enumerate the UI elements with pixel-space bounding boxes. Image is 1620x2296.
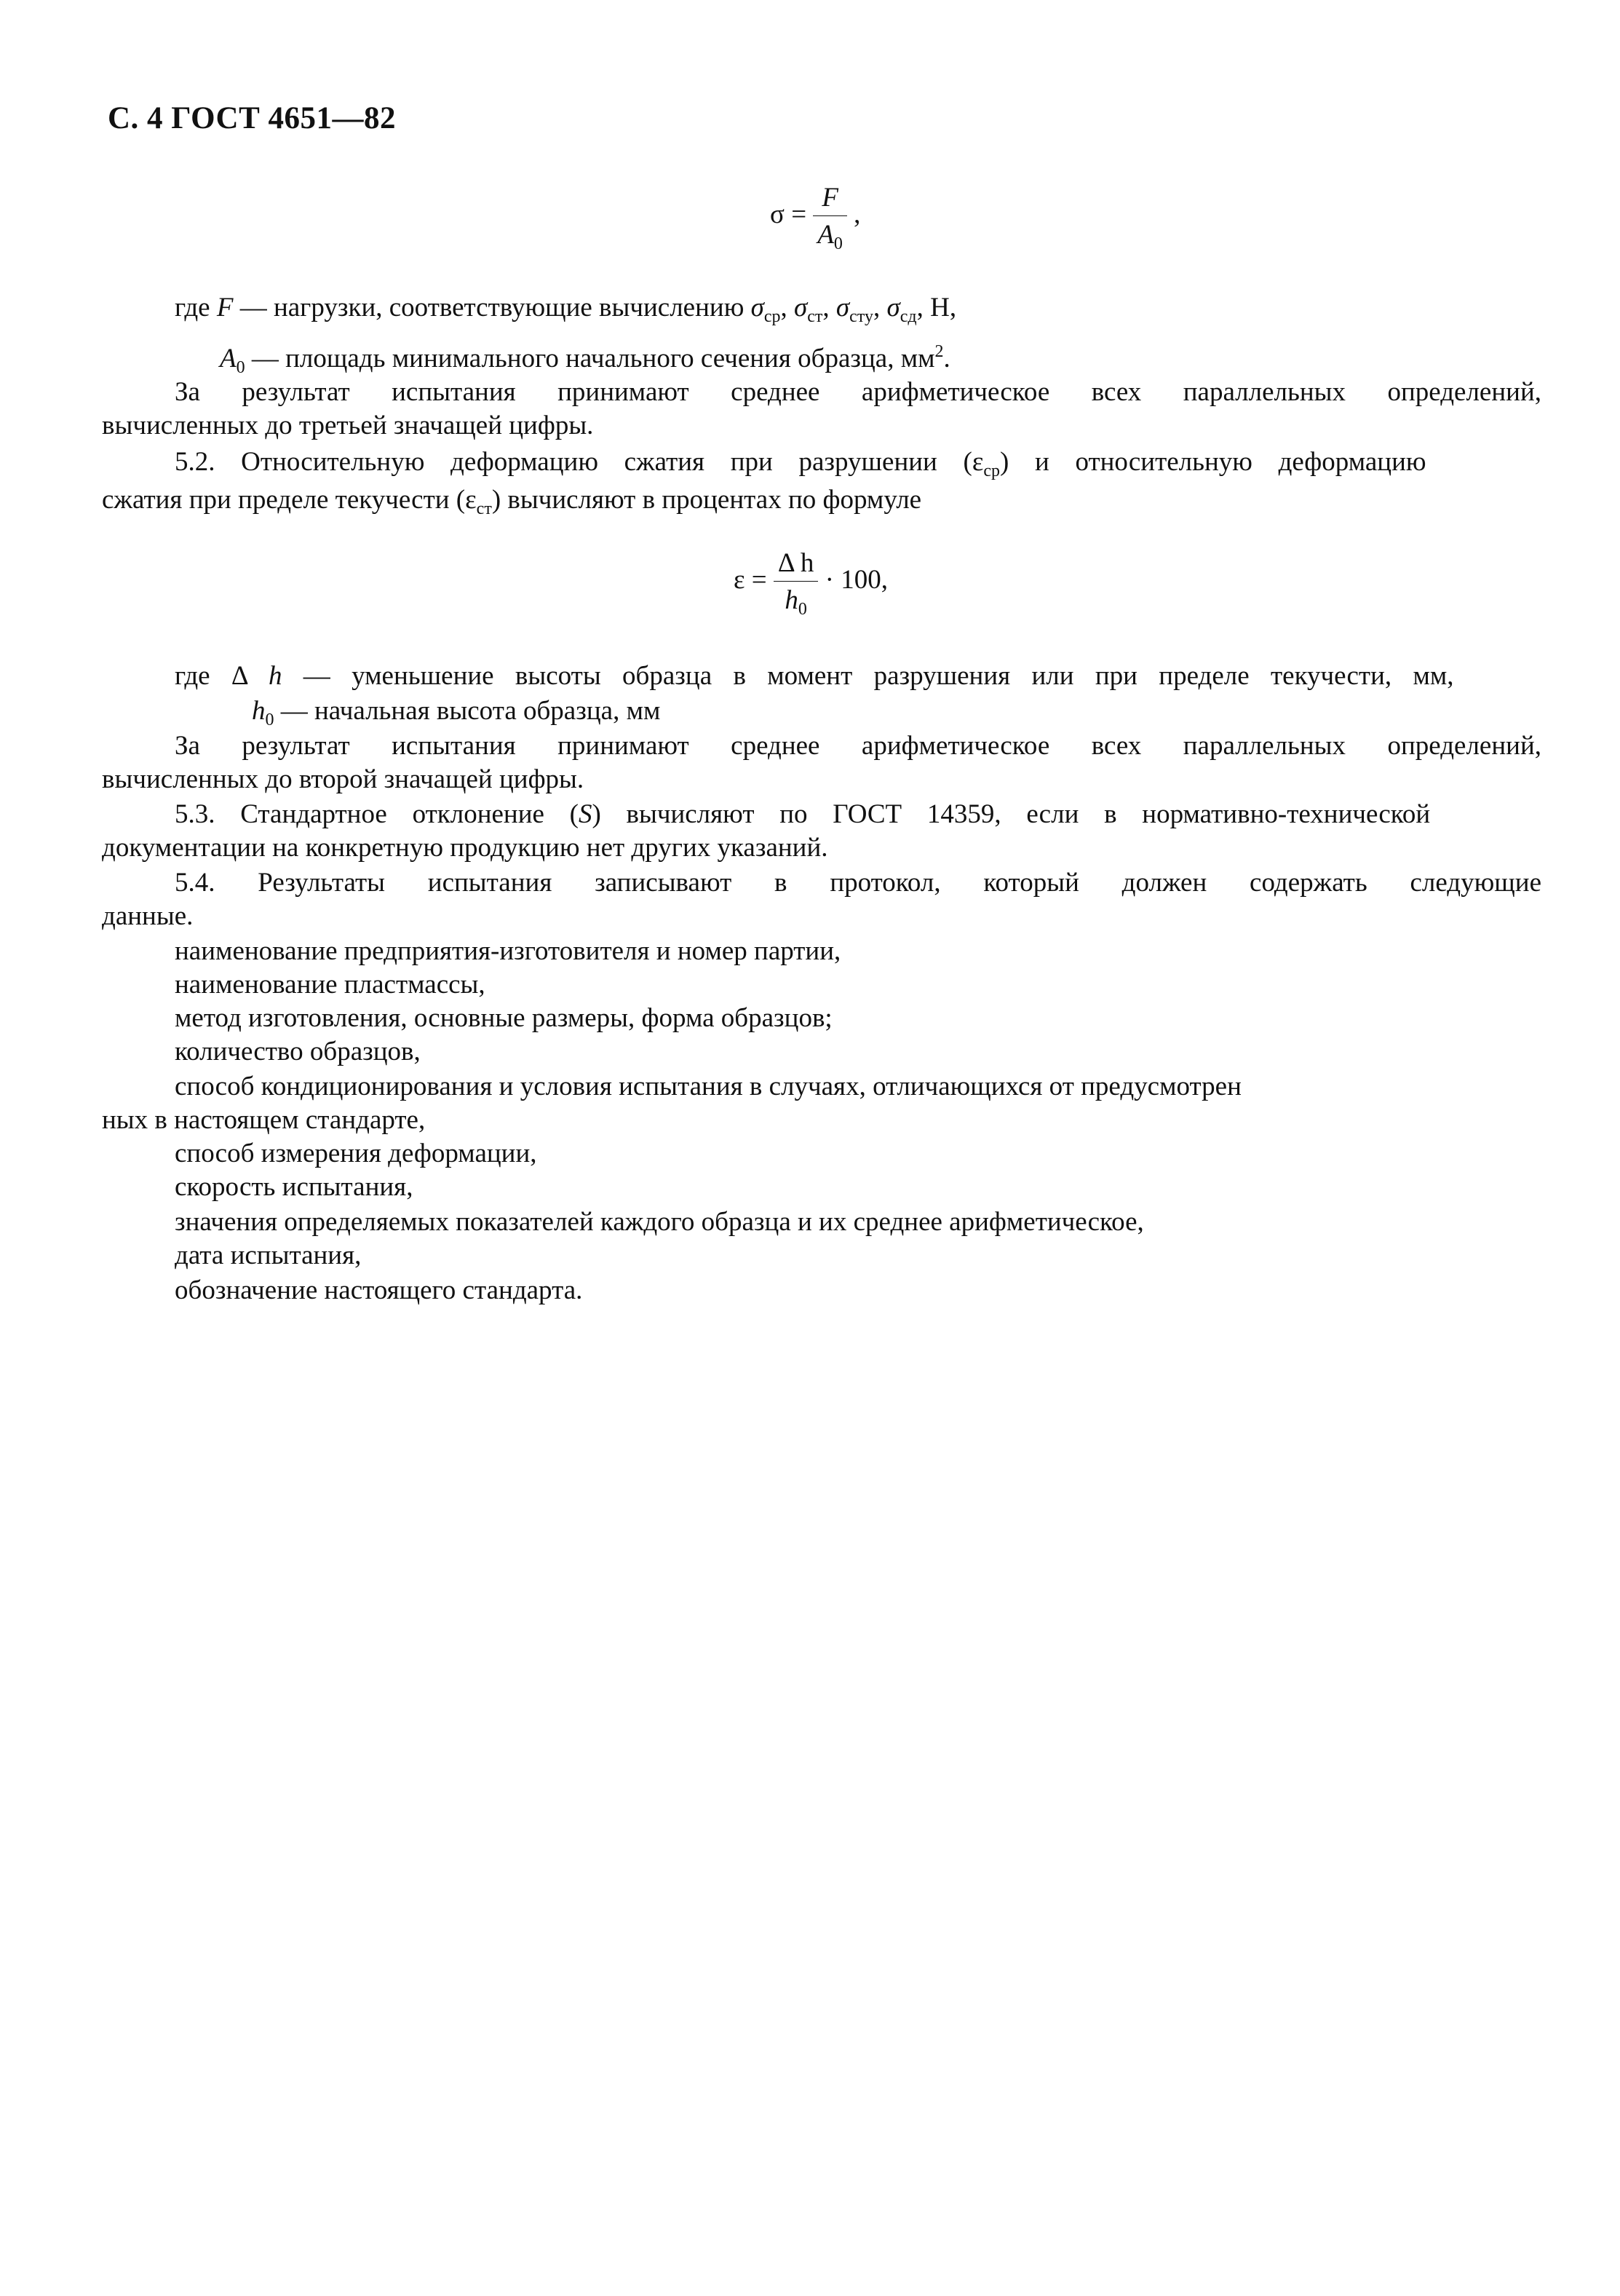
section-5-3-line-2: документации на конкретную продукцию нет других указаний.	[102, 833, 828, 863]
formula-denominator: $A_0$	[817, 220, 843, 253]
list-item: обозначение настоящего стандарта.	[175, 1275, 583, 1305]
list-item: метод изготовления, основные размеры, форма образцов;	[175, 1003, 833, 1033]
list-item: ных в настоящем стандарте,	[102, 1105, 426, 1135]
section-5-2-line-2: сжатия при пределе текучести $(\varepsilon_{ст})$ вычисляют в процентах по формуле	[102, 485, 922, 518]
formula-stress	[770, 182, 860, 251]
where-dh-line: где Δ h — уменьшение высоты образца в момент разрушения или при пределе текучести, мм,	[175, 661, 1454, 691]
list-item: количество образцов,	[175, 1037, 421, 1066]
result-paragraph-1-line-2: вычисленных до третьей значащей цифры.	[102, 411, 594, 440]
formula-denominator: $h_0$	[785, 585, 807, 619]
formula-numerator: F	[813, 182, 847, 216]
where-h0-line: $h_0$ — начальная высота образца, мм	[252, 696, 661, 729]
formula-tail: ,	[854, 199, 861, 229]
formula-strain	[734, 547, 888, 617]
formula-lhs: ε =	[734, 564, 767, 595]
formula-numerator: Δ h	[774, 547, 819, 582]
result-paragraph-1-line-1: За результат испытания принимают среднее арифметическое всех параллельных определений,	[175, 377, 1541, 407]
list-item: наименование предприятия-изготовителя и номер партии,	[175, 936, 841, 966]
list-item: скорость испытания,	[175, 1172, 413, 1202]
result-paragraph-2-line-2: вычисленных до второй значащей цифры.	[102, 764, 584, 794]
where-a0-line: $A_0$ — площадь минимального начального сечения образца, $мм^2$.	[220, 342, 950, 377]
section-5-4-line-2: данные.	[102, 901, 194, 931]
section-5-2-line-1: 5.2. Относительную деформацию сжатия при разрушении $(\varepsilon_{ср})$ и относительную деформацию	[175, 447, 1426, 480]
formula-tail: · 100,	[825, 564, 888, 595]
list-item: способ кондиционирования и условия испытания в случаях, отличающихся от предусмотрен	[175, 1072, 1242, 1101]
result-paragraph-2-line-1: За результат испытания принимают среднее арифметическое всех параллельных определений,	[175, 731, 1541, 761]
formula-fraction	[774, 547, 819, 617]
list-item: наименование пластмассы,	[175, 970, 485, 999]
formula-fraction	[813, 182, 847, 251]
formula-lhs: σ =	[770, 199, 807, 229]
list-item: способ измерения деформации,	[175, 1139, 537, 1168]
section-5-3-line-1: 5.3. Стандартное отклонение (S) вычисляют по ГОСТ 14359, если в нормативно-технической	[175, 799, 1431, 829]
where-f-line: где F — нагрузки, соответствующие вычислению $\sigma_{ср}$, $\sigma_{ст}$, $\sigma_{сту}$, $\sigma_{сд}$, Н,	[175, 293, 957, 326]
section-5-4-line-1: 5.4. Результаты испытания записывают в протокол, который должен содержать следующие	[175, 868, 1541, 898]
list-item: значения определяемых показателей каждого образца и их среднее арифметическое,	[175, 1207, 1144, 1237]
list-item: дата испытания,	[175, 1240, 362, 1270]
page-header: С. 4 ГОСТ 4651—82	[108, 101, 397, 135]
